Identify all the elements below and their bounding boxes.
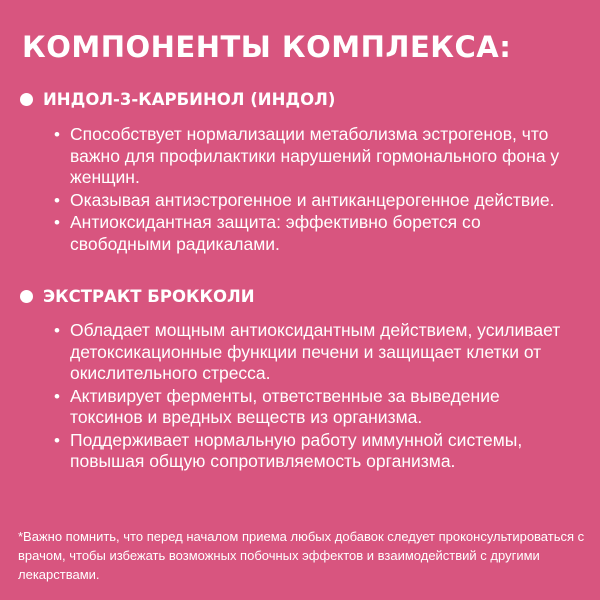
list-item: • Антиоксидантная защита: эффективно борется со свободными радикалами.	[54, 212, 481, 254]
list-item: • Активирует ферменты, ответственные за выведение токсинов и вредных веществ из организма.	[54, 385, 500, 427]
bullet-icon: •	[54, 190, 60, 210]
indole-benefits-list	[52, 124, 572, 256]
bullet-dot-icon	[20, 290, 33, 303]
list-item: • Обладает мощным антиоксидантным действием, усиливает детоксикационные функции печени и защищает клетки от окислительного стресса.	[54, 320, 561, 383]
bullet-dot-icon	[20, 93, 33, 106]
section-heading-label: ЭКСТРАКТ БРОККОЛИ	[43, 287, 255, 306]
list-item: • Поддерживает нормальную работу иммунной системы, повышая общую сопротивляемость организма.	[54, 429, 523, 471]
bullet-icon: •	[54, 430, 60, 450]
page-title: КОМПОНЕНТЫ КОМПЛЕКСА:	[22, 30, 512, 64]
broccoli-benefits-list	[52, 320, 572, 474]
bullet-icon: •	[54, 321, 60, 340]
section-heading-broccoli	[20, 287, 255, 306]
bullet-icon: •	[54, 125, 60, 144]
disclaimer-note: *Важно помнить, что перед началом приема любых добавок следует проконсультироваться с врачом, чтобы избежать возможных побочных эффектов и взаимодействий с другими лекарствами.	[18, 529, 585, 582]
section-heading-indole	[20, 90, 335, 109]
list-item: • Способствует нормализации метаболизма эстрогенов, что важно для профилактики нарушений гормонального фона у женщин.	[54, 124, 560, 187]
bullet-icon: •	[54, 213, 60, 232]
list-item: • Оказывая антиэстрогенное и антиканцерогенное действие.	[54, 189, 555, 210]
section-heading-label: ИНДОЛ-3-КАРБИНОЛ (ИНДОЛ)	[43, 90, 336, 109]
bullet-icon: •	[54, 386, 60, 406]
